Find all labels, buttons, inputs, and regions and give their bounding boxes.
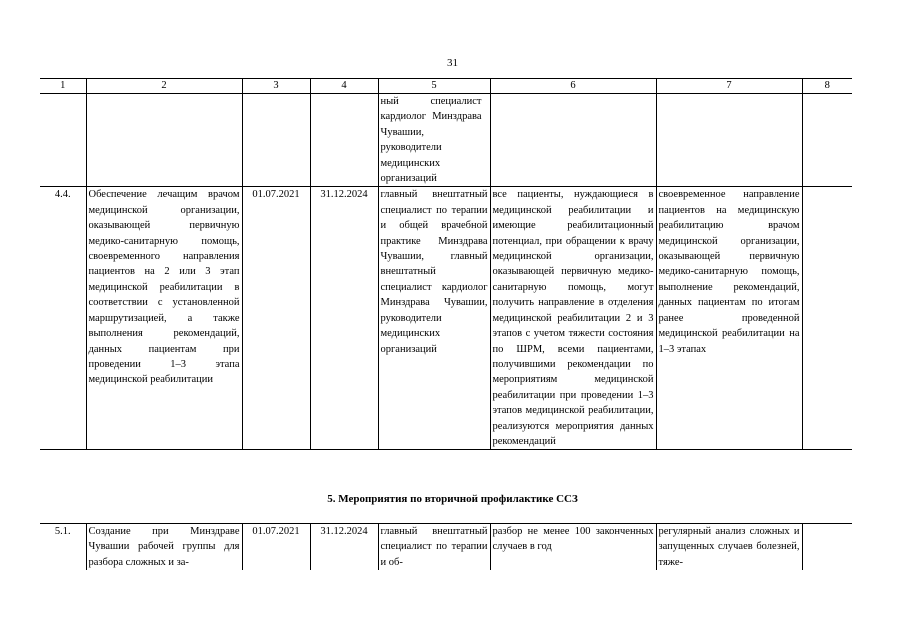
measures-table [40, 78, 852, 450]
col8-cell [802, 524, 852, 571]
end-date-cell: 31.12.2024 [310, 187, 378, 450]
characteristic-cell: разбор не менее 100 законченных случаев в год [490, 524, 656, 571]
column-number: 7 [656, 79, 802, 94]
section-title: 5. Мероприятия по вторичной профилактике ССЗ [327, 493, 578, 505]
column-number: 2 [86, 79, 242, 94]
row-number: 5.1. [40, 524, 86, 571]
measures-table-continued [40, 523, 852, 570]
event-cell: Обеспечение лечащим врачом медицинской организации, оказывающей первичную медико-санитарную помощь, своевременного направления пациентов на 2 или 3 этап медицинской реабилитации в соответствии с установленной маршрутизацией, а также выполнения рекомендаций, данных пациентам при проведении 1–3 этапа медицинской реабилитации [86, 187, 242, 450]
continuation-row [40, 94, 852, 187]
start-date-cell: 01.07.2021 [242, 187, 310, 450]
responsible-cell: главный внештатный специалист по терапии и об- [378, 524, 490, 571]
column-number: 1 [40, 79, 86, 94]
page-number: 31 [447, 57, 458, 69]
column-number: 3 [242, 79, 310, 94]
row-number: 4.4. [40, 187, 86, 450]
column-number: 8 [802, 79, 852, 94]
column-number: 6 [490, 79, 656, 94]
responsible-continued: ный специалист кардиолог Минздрава Чувашии, руководители медицинских организаций [378, 94, 490, 187]
column-number: 5 [378, 79, 490, 94]
responsible-cell: главный внештатный специалист по терапии и общей врачебной практике Минздрава Чувашии, главный внештатный специалист кардиолог Минздрава Чувашии, руководители медицинских организаций [378, 187, 490, 450]
start-date-cell: 01.07.2021 [242, 524, 310, 571]
result-cell: своевременное направление пациентов на медицинскую реабилитацию врачом медицинской организации, оказывающей первичную медико-санитарную помощь, выполнение рекомендаций, данных пациентам по итогам ранее проведенной медицинской реабилитации на 1–3 этапах [656, 187, 802, 450]
event-cell: Создание при Минздраве Чувашии рабочей группы для разбора сложных и за- [86, 524, 242, 571]
end-date-cell: 31.12.2024 [310, 524, 378, 571]
column-number-row [40, 79, 852, 94]
result-cell: регулярный анализ сложных и запущенных случаев болезней, тяже- [656, 524, 802, 571]
col8-cell [802, 187, 852, 450]
table-row-5-1 [40, 524, 852, 571]
characteristic-cell: все пациенты, нуждающиеся в медицинской реабилитации и имеющие реабилитационный потенциал, при обращении к врачу медицинской организации, оказывающей первичную медико-санитарную помощь, могут получить направление в отделения медицинской реабилитации 2 и 3 этапов с учетом тяжести состояния по ШРМ, всеми пациентами, получившими рекомендации по мероприятиям медицинской реабилитации при проведении 1–3 этапов медицинской реабилитации, реализуются мероприятия данных рекомендаций [490, 187, 656, 450]
column-number: 4 [310, 79, 378, 94]
table-row-4-4 [40, 187, 852, 450]
